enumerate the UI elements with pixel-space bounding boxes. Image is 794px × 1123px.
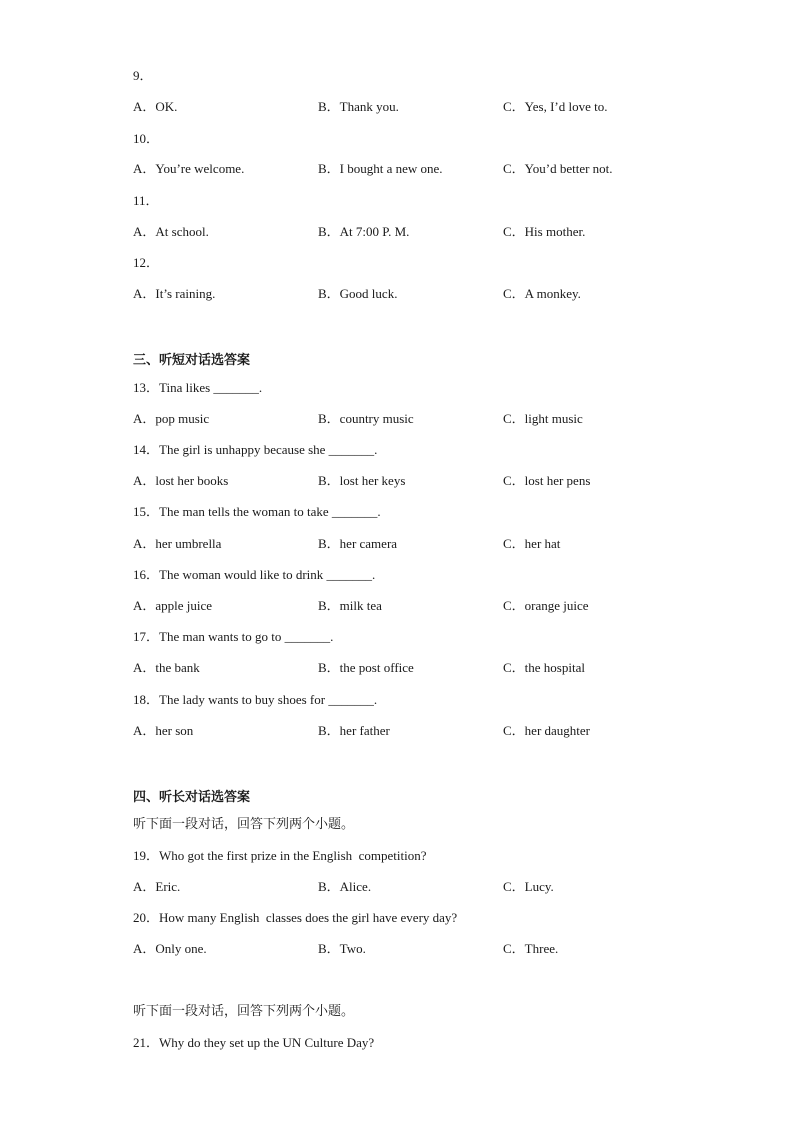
q13-option-c: C．light music <box>503 411 583 426</box>
q20-option-a: A．Only one. <box>133 941 207 956</box>
q12-option-c: C．A monkey. <box>503 286 581 301</box>
q18-option-b: B．her father <box>318 723 390 738</box>
question-11-number: 11． <box>133 193 159 208</box>
q18-option-c: C．her daughter <box>503 723 591 738</box>
q19-option-a: A．Eric. <box>133 879 181 894</box>
question-13-text: 13．Tina likes _______. <box>133 380 263 395</box>
q20-option-b: B．Two. <box>318 941 366 956</box>
q15-option-b: B．her camera <box>318 536 398 551</box>
section-4-intro-2: 听下面一段对话，回答下列两个小题。 <box>133 1004 355 1019</box>
q9-option-a: A．OK. <box>133 99 178 114</box>
question-12-number: 12． <box>133 255 160 270</box>
q10-option-a: A．You’re welcome. <box>133 161 245 176</box>
q9-option-b: B．Thank you. <box>318 99 399 114</box>
q16-option-c: C．orange juice <box>503 598 589 613</box>
section-4-heading: 四、听长对话选答案 <box>133 790 251 805</box>
question-17-text: 17．The man wants to go to _______. <box>133 629 334 644</box>
q9-option-c: C．Yes, I’d love to. <box>503 99 608 114</box>
question-14-text: 14．The girl is unhappy because she _______. <box>133 442 378 457</box>
q11-option-c: C．His mother. <box>503 224 586 239</box>
q12-option-b: B．Good luck. <box>318 286 398 301</box>
question-10-number: 10． <box>133 131 160 146</box>
q14-option-b: B．lost her keys <box>318 473 406 488</box>
q18-option-a: A．her son <box>133 723 194 738</box>
q16-option-b: B．milk tea <box>318 598 382 613</box>
q10-option-c: C．You’d better not. <box>503 161 613 176</box>
q17-option-c: C．the hospital <box>503 660 585 675</box>
q17-option-b: B．the post office <box>318 660 414 675</box>
q11-option-a: A．At school. <box>133 224 209 239</box>
question-19-text: 19．Who got the first prize in the English competition? <box>133 848 427 863</box>
q17-option-a: A．the bank <box>133 660 200 675</box>
q15-option-a: A．her umbrella <box>133 536 222 551</box>
q16-option-a: A．apple juice <box>133 598 213 613</box>
q14-option-a: A．lost her books <box>133 473 229 488</box>
question-16-text: 16．The woman would like to drink _______. <box>133 567 376 582</box>
q20-option-c: C．Three. <box>503 941 559 956</box>
q15-option-c: C．her hat <box>503 536 561 551</box>
q14-option-c: C．lost her pens <box>503 473 591 488</box>
section-3-heading: 三、听短对话选答案 <box>133 353 251 368</box>
question-15-text: 15．The man tells the woman to take _______. <box>133 504 381 519</box>
q11-option-b: B．At 7:00 P. M. <box>318 224 410 239</box>
q19-option-c: C．Lucy. <box>503 879 554 894</box>
q13-option-a: A．pop music <box>133 411 210 426</box>
question-18-text: 18．The lady wants to buy shoes for _______. <box>133 692 378 707</box>
q13-option-b: B．country music <box>318 411 414 426</box>
q10-option-b: B．I bought a new one. <box>318 161 443 176</box>
question-21-text: 21．Why do they set up the UN Culture Day? <box>133 1035 375 1050</box>
q12-option-a: A．It’s raining. <box>133 286 216 301</box>
question-20-text: 20．How many English classes does the girl have every day? <box>133 910 458 925</box>
question-9-number: 9． <box>133 68 153 83</box>
section-4-intro-1: 听下面一段对话，回答下列两个小题。 <box>133 817 355 832</box>
q19-option-b: B．Alice. <box>318 879 372 894</box>
